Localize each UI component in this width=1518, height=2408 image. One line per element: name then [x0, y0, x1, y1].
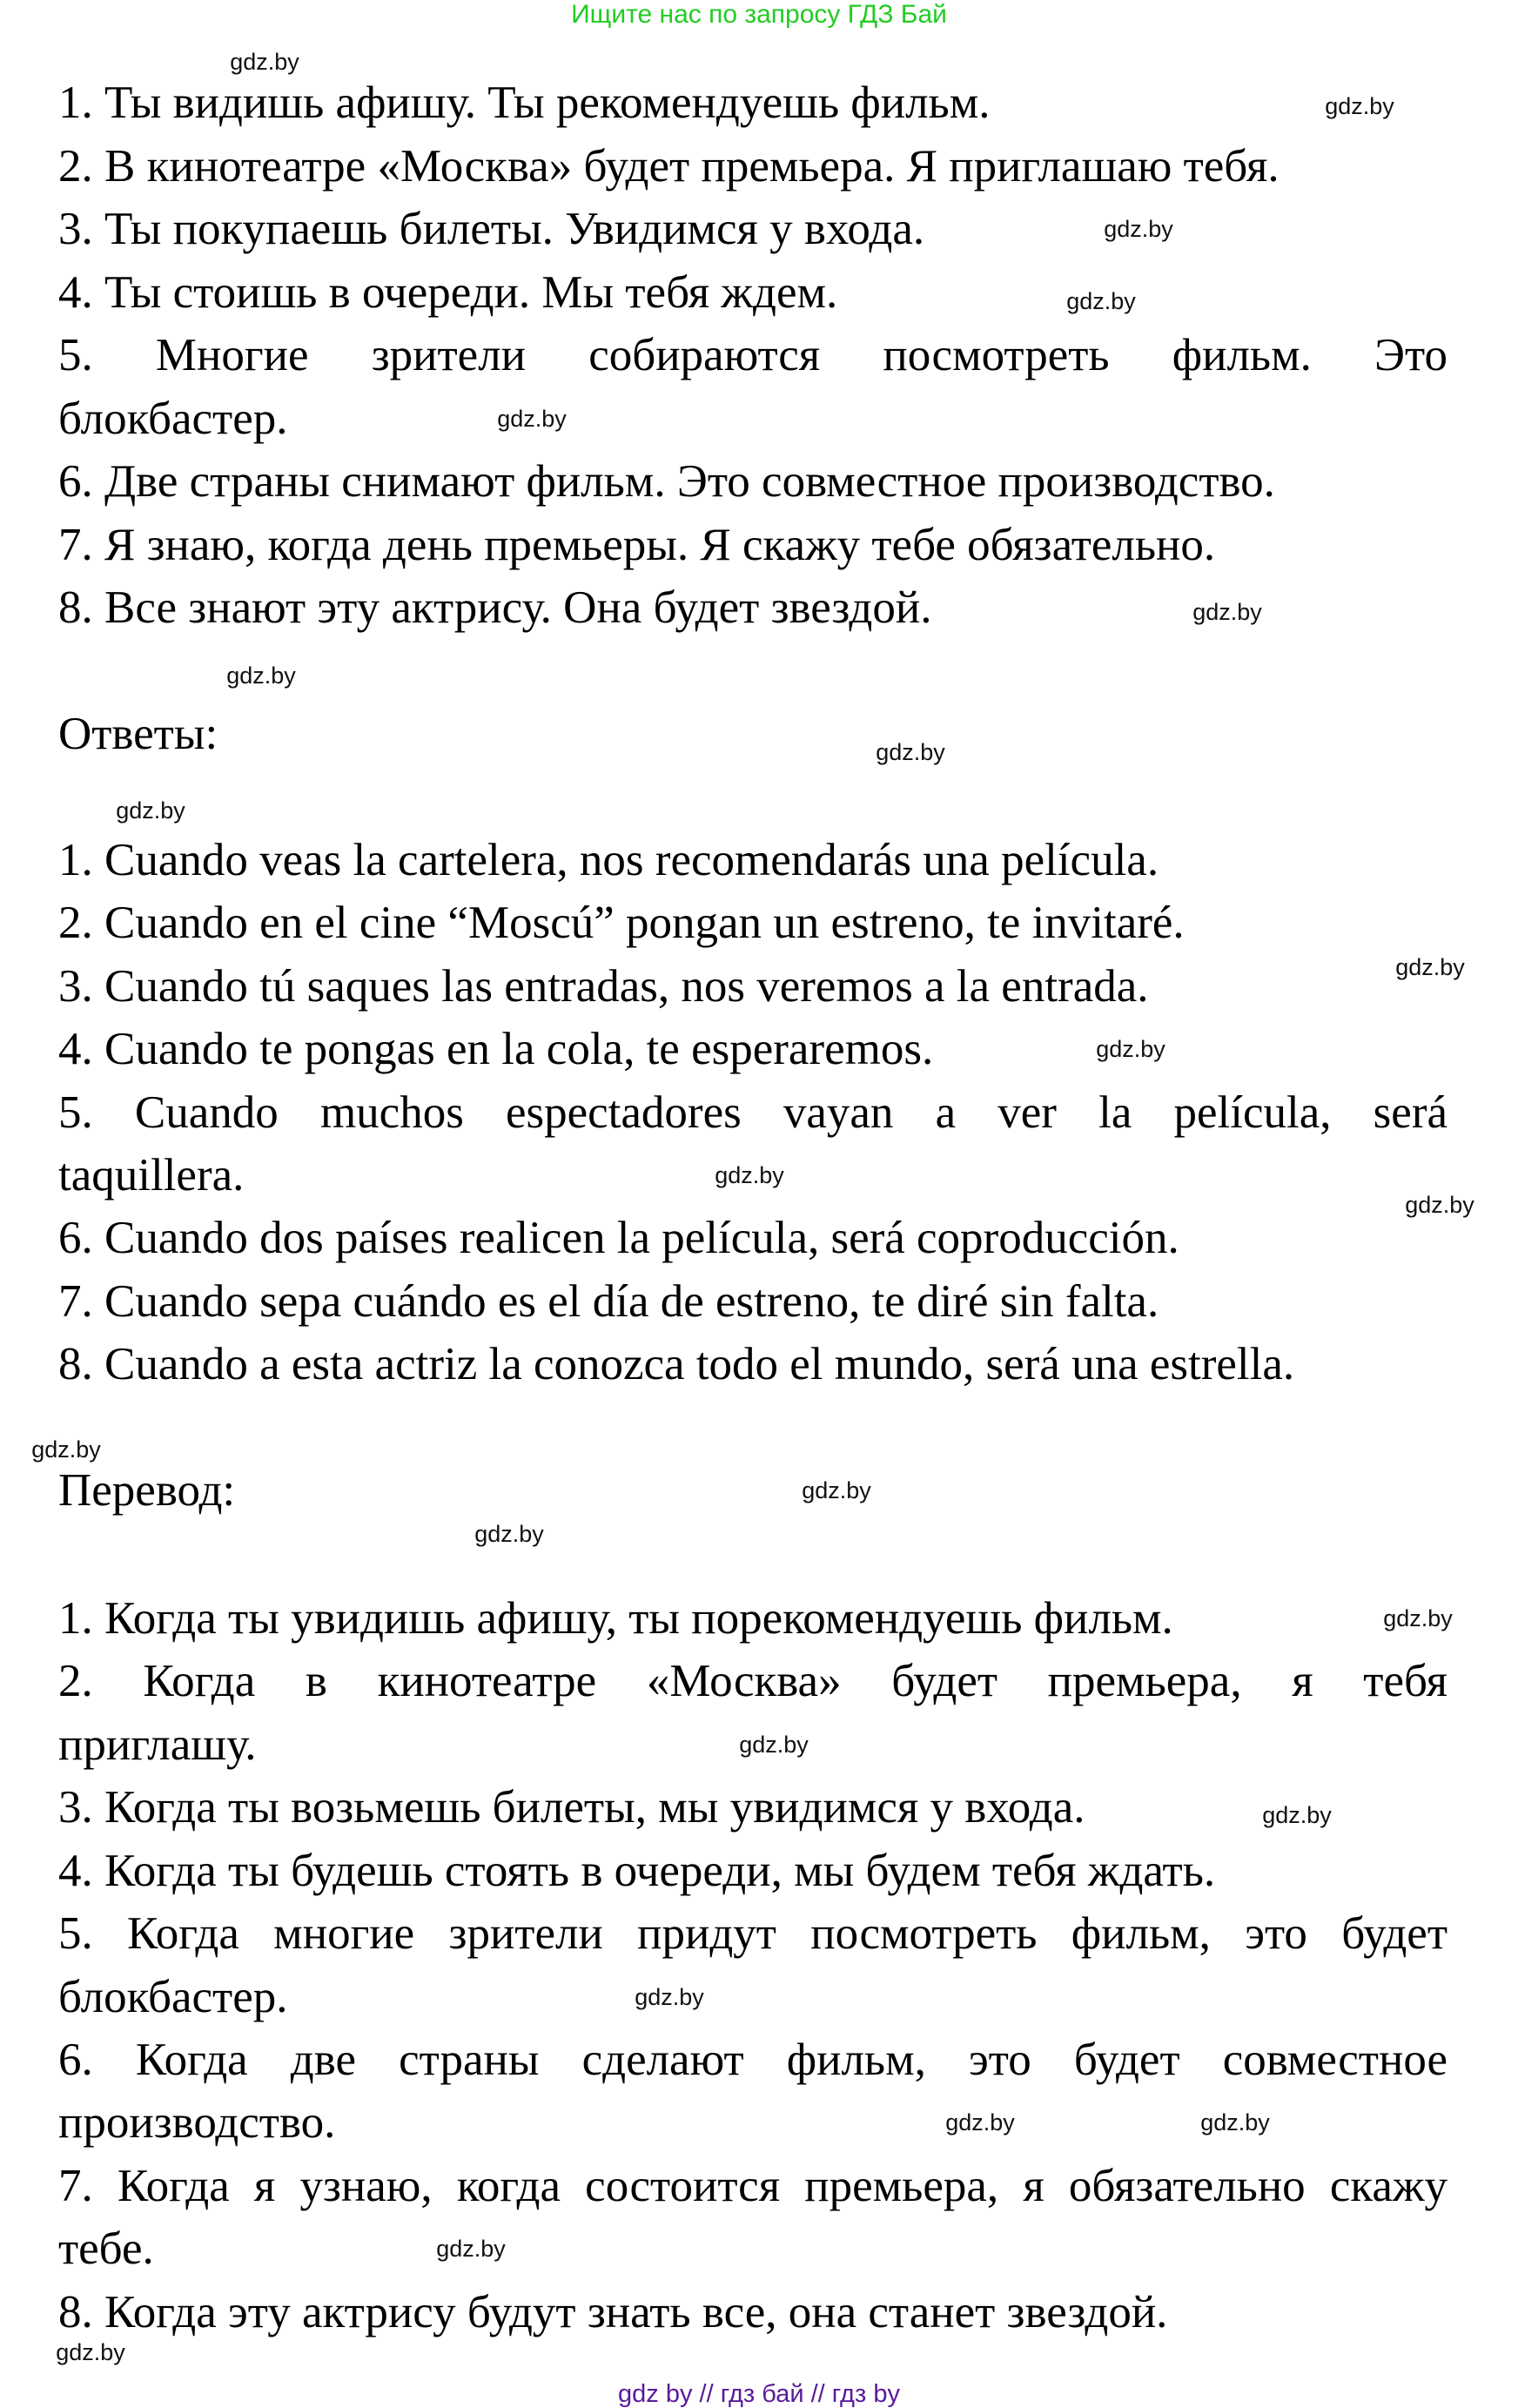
answer-line: 1. Cuando veas la cartelera, nos recomendarás una película.	[58, 835, 1159, 885]
translation-line: 7. Когда я узнаю, когда состоится премьера, я обязательно скажу	[58, 2161, 1447, 2211]
translation-line: 4. Когда ты будешь стоять в очереди, мы будем тебя ждать.	[58, 1846, 1216, 1896]
answer-line: 5. Cuando muchos espectadores vayan a ver la película, será	[58, 1087, 1447, 1138]
task-line: 7. Я знаю, когда день премьеры. Я скажу тебе обязательно.	[58, 520, 1216, 570]
watermark: gdz.by	[497, 406, 567, 432]
translation-line: 8. Когда эту актрису будут знать все, она станет звездой.	[58, 2287, 1168, 2337]
watermark: gdz.by	[1325, 93, 1394, 119]
watermark: gdz.by	[1395, 954, 1465, 980]
task-line: 5. Многие зрители собираются посмотреть фильм. Это	[58, 330, 1447, 380]
watermark: gdz.by	[1096, 1036, 1165, 1062]
watermark: gdz.by	[226, 663, 296, 689]
watermark: gdz.by	[436, 2236, 506, 2262]
translation-heading: Перевод:	[58, 1465, 236, 1516]
watermark: gdz.by	[635, 1984, 704, 2010]
task-line: 4. Ты стоишь в очереди. Мы тебя ждем.	[58, 267, 838, 318]
answer-line: 4. Cuando te pongas en la cola, te esperaremos.	[58, 1024, 934, 1074]
answer-line: 7. Cuando sepa cuándo es el día de estreno, te diré sin falta.	[58, 1276, 1159, 1327]
answer-line: taquillera.	[58, 1150, 245, 1201]
watermark: gdz.by	[802, 1477, 871, 1503]
watermark: gdz.by	[1200, 2109, 1270, 2136]
footer-banner: gdz by // гдз бай // гдз by	[618, 2380, 900, 2408]
watermark: gdz.by	[1192, 599, 1262, 625]
watermark: gdz.by	[945, 2109, 1015, 2136]
answer-line: 2. Cuando en el cine “Moscú” pongan un estreno, te invitaré.	[58, 898, 1185, 948]
task-line: 3. Ты покупаешь билеты. Увидимся у входа.	[58, 204, 925, 254]
translation-line: 6. Когда две страны сделают фильм, это будет совместное	[58, 2035, 1447, 2085]
watermark: gdz.by	[56, 2339, 125, 2365]
answer-line: 3. Cuando tú saques las entradas, nos veremos a la entrada.	[58, 961, 1149, 1012]
watermark: gdz.by	[1066, 288, 1136, 314]
translation-line: приглашу.	[58, 1719, 257, 1770]
watermark: gdz.by	[1104, 216, 1173, 242]
answer-line: 6. Cuando dos países realicen la película, será coproducción.	[58, 1213, 1179, 1263]
watermark: gdz.by	[31, 1436, 101, 1463]
watermark: gdz.by	[1405, 1192, 1474, 1218]
answers-heading: Ответы:	[58, 709, 218, 759]
translation-line: 5. Когда многие зрители придут посмотреть фильм, это будет	[58, 1908, 1447, 1959]
translation-line: блокбастер.	[58, 1972, 288, 2022]
answer-line: 8. Cuando a esta actriz la conozca todo el mundo, será una estrella.	[58, 1339, 1295, 1389]
translation-line: тебе.	[58, 2223, 154, 2274]
translation-line: 3. Когда ты возьмешь билеты, мы увидимся у входа.	[58, 1782, 1085, 1833]
watermark: gdz.by	[116, 797, 185, 824]
watermark: gdz.by	[876, 739, 945, 765]
task-line: 6. Две страны снимают фильм. Это совместное производство.	[58, 456, 1275, 507]
watermark: gdz.by	[1262, 1802, 1332, 1828]
task-line: 1. Ты видишь афишу. Ты рекомендуешь фильм.	[58, 77, 991, 128]
task-line: 2. В кинотеатре «Москва» будет премьера. Я приглашаю тебя.	[58, 141, 1280, 192]
search-banner: Ищите нас по запросу ГДЗ Бай	[571, 0, 947, 29]
watermark: gdz.by	[715, 1162, 784, 1188]
watermark: gdz.by	[474, 1521, 544, 1547]
task-line: блокбастер.	[58, 393, 288, 444]
translation-line: производство.	[58, 2097, 336, 2148]
watermark: gdz.by	[1383, 1605, 1453, 1631]
watermark: gdz.by	[230, 49, 299, 75]
watermark: gdz.by	[739, 1732, 809, 1758]
task-line: 8. Все знают эту актрису. Она будет звездой.	[58, 582, 932, 633]
translation-line: 2. Когда в кинотеатре «Москва» будет премьера, я тебя	[58, 1656, 1447, 1706]
translation-line: 1. Когда ты увидишь афишу, ты порекомендуешь фильм.	[58, 1593, 1173, 1644]
